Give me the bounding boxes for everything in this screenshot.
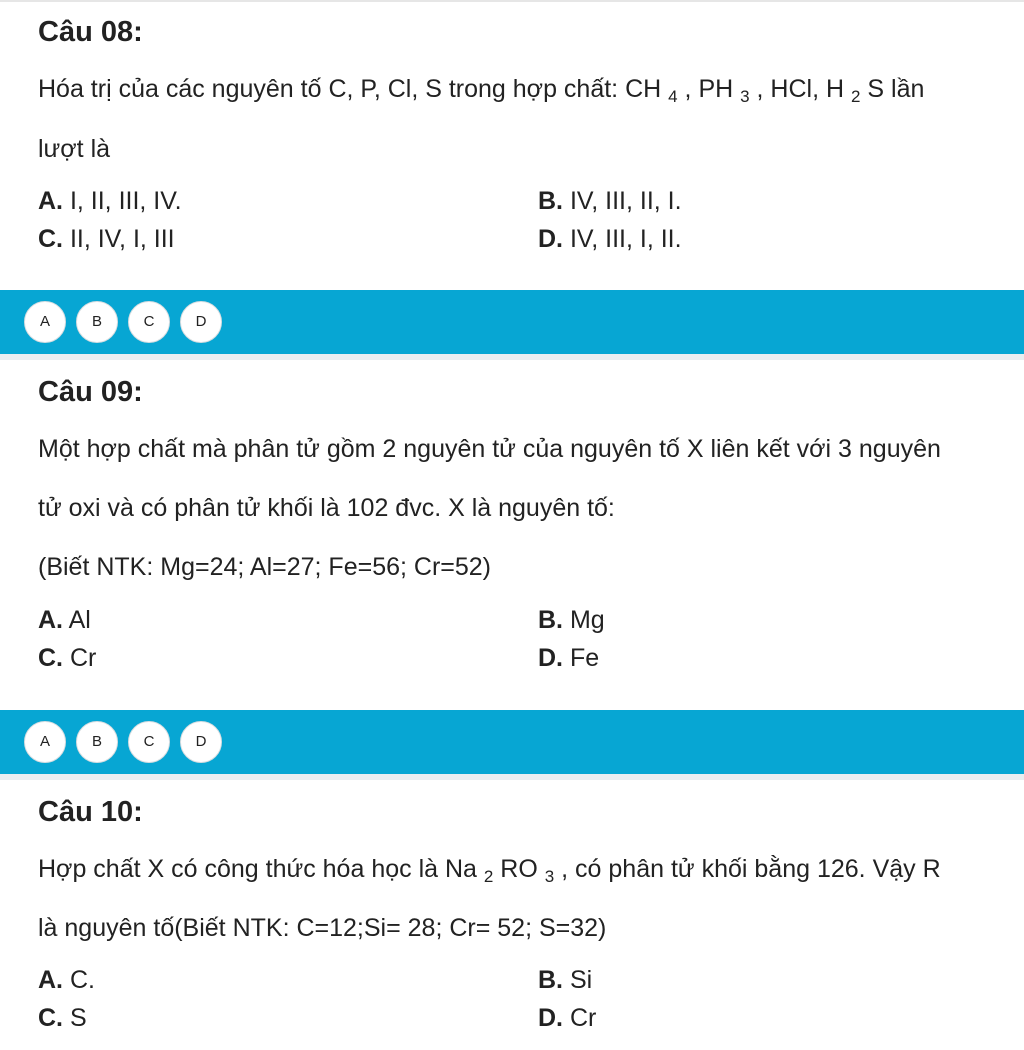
- answer-button-c[interactable]: C: [128, 301, 170, 343]
- option-b: B. Mg: [538, 606, 605, 634]
- top-divider: [0, 0, 1024, 2]
- question-text-line: (Biết NTK: Mg=24; Al=27; Fe=56; Cr=52): [38, 553, 492, 581]
- question-text-line: Một hợp chất mà phân tử gồm 2 nguyên tử của nguyên tố X liên kết với 3 nguyên: [38, 435, 941, 463]
- answer-button-c[interactable]: C: [128, 721, 170, 763]
- answer-button-b[interactable]: B: [76, 301, 118, 343]
- answer-bar-09: [0, 710, 1024, 774]
- question-title: Câu 10:: [38, 796, 143, 828]
- answer-button-d[interactable]: D: [180, 301, 222, 343]
- question-text-line: Hóa trị của các nguyên tố C, P, Cl, S trong hợp chất: CH $_4$ , PH $_3$ , HCl, H $_2$ S lần: [38, 75, 925, 106]
- option-b: B. IV, III, II, I.: [538, 187, 682, 215]
- answer-bar-08: [0, 290, 1024, 354]
- answer-button-b[interactable]: B: [76, 721, 118, 763]
- option-c: C. Cr: [38, 644, 97, 672]
- question-title: Câu 08:: [38, 16, 143, 48]
- answer-button-d[interactable]: D: [180, 721, 222, 763]
- answer-button-a[interactable]: A: [24, 721, 66, 763]
- option-c: C. II, IV, I, III: [38, 225, 175, 253]
- option-a: A. C.: [38, 966, 95, 994]
- option-c: C. S: [38, 1004, 87, 1032]
- question-text-line: tử oxi và có phân tử khối là 102 đvc. X là nguyên tố:: [38, 494, 615, 522]
- answer-button-a[interactable]: A: [24, 301, 66, 343]
- question-text-line: là nguyên tố(Biết NTK: C=12;Si= 28; Cr= 52; S=32): [38, 914, 607, 942]
- option-d: D. Cr: [538, 1004, 597, 1032]
- option-d: D. Fe: [538, 644, 600, 672]
- question-text-line: Hợp chất X có công thức hóa học là Na $_2$ RO $_3$ , có phân tử khối bằng 126. Vậy R: [38, 855, 941, 886]
- question-title: Câu 09:: [38, 376, 143, 408]
- question-text-line: lượt là: [38, 135, 111, 163]
- option-a: A. Al: [38, 606, 91, 634]
- option-b: B. Si: [538, 966, 593, 994]
- option-a: A. I, II, III, IV.: [38, 187, 182, 215]
- option-d: D. IV, III, I, II.: [538, 225, 682, 253]
